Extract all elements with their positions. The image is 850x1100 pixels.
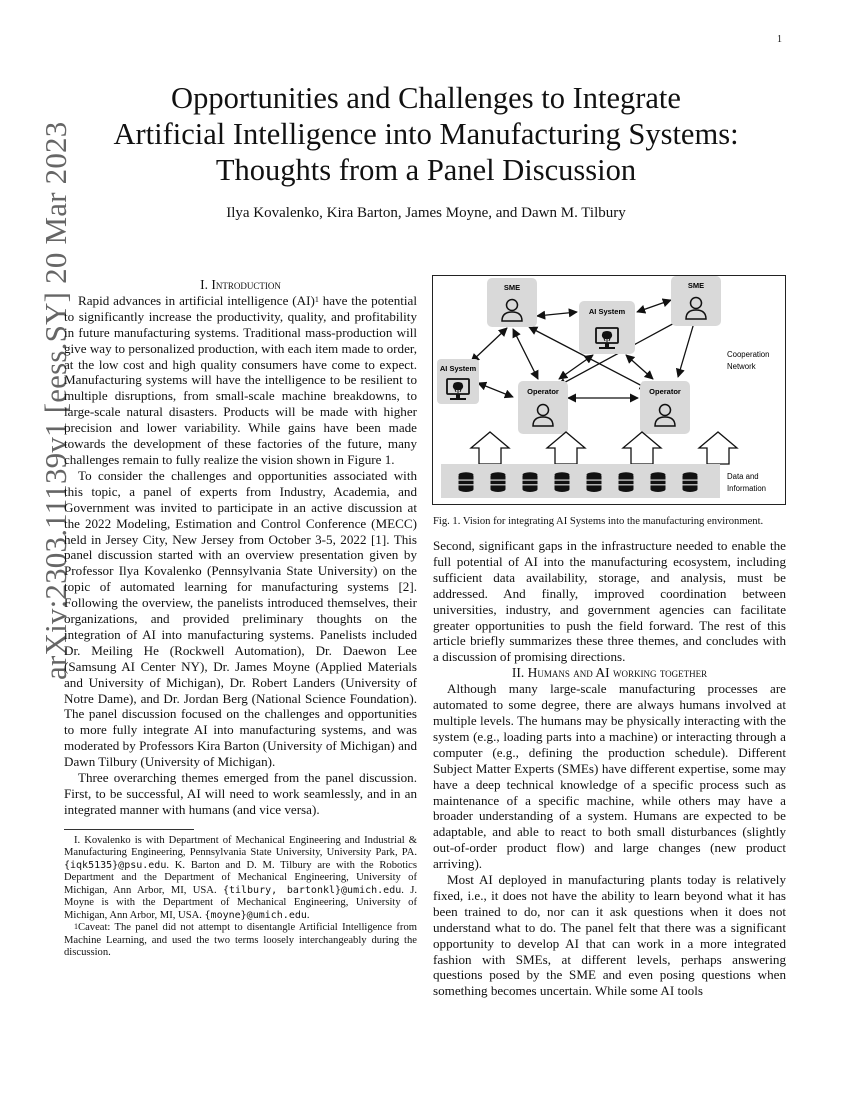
ai-system-label: AI System xyxy=(439,364,477,373)
section-heading-humans-ai: II. Humans and AI working together xyxy=(511,665,708,681)
ai-system-node-left xyxy=(437,359,479,404)
email: {iqk5135}@psu.edu xyxy=(64,859,167,871)
section2-paragraph-2: Most AI deployed in manufacturing plants today is relatively fixed, i.e., it does not have the ability to learn beyond what it has been trained to do, nor can it ask questions when it does not understand what to do. The panel felt that there was a significant opportunity to develop AI that can work in a more integrated fashion with SMEs, at different levels, perhaps answering questions posed by the SME and even posing questions when something becomes uncertain. While some AI tools xyxy=(433,872,786,999)
operator-node-right xyxy=(640,381,690,434)
ai-system-node-top xyxy=(579,301,635,354)
title-line-1: Opportunities and Challenges to Integrate xyxy=(171,81,681,115)
caveat-text: Caveat: The panel did not attempt to disentangle Artificial Intelligence from Machine Learning, and used the two terms loosely interchangeably during the discussion. xyxy=(64,922,417,959)
email: {tilbury, bartonkl}@umich.edu xyxy=(222,884,402,896)
data-label-2: Information xyxy=(727,484,767,493)
affiliation-text: . xyxy=(306,909,310,921)
figure-1 xyxy=(432,275,786,505)
footnote-number: 1 xyxy=(74,922,78,932)
operator-label: Operator xyxy=(649,387,681,396)
paper-title xyxy=(60,80,792,188)
figure-caption: Fig. 1. Vision for integrating AI Systems into the manufacturing environment. xyxy=(433,516,764,527)
ai-system-label: AI System xyxy=(588,307,626,316)
sme-label: SME xyxy=(503,283,521,292)
sme-label: SME xyxy=(687,281,705,290)
intro-paragraph-3: Three overarching themes emerged from the panel discussion. First, to be successful, AI will need to work seamlessly, and in an integrated manner with humans (and vice versa). xyxy=(64,770,417,817)
data-layer xyxy=(441,464,720,498)
intro-paragraph-2: To consider the challenges and opportunities associated with this topic, a panel of experts from Industry, Academia, and Government was invited to participate in an active discussion at the 2022 Modeling, Estimation and Control Conference (MECC) held in Jersey City, New Jersey from October 3-5, 2022 [1]. This panel discussion started with an overview presentation given by Professor Ilya Kovalenko (Pennsylvania State University) on the topic of automated learning for manufacturing systems [2]. Following the overview, the panelists introduced themselves, their organizations, and provided preliminary thoughts on the integration of AI into manufacturing systems. Panelists included Dr. Meiling He (Rockwell Automation), Dr. Daewon Lee (Samsung AI Center NY), Dr. James Moyne (Applied Materials and University of Michigan), Dr. Robert Landers (University of Notre Dame), and Dr. Jordan Berg (National Science Foundation). The panel discussion focused on the challenges and opportunities to more fully integrate AI into manufacturing systems, and was moderated by Professors Kira Barton (University of Michigan) and Dawn Tilbury (University of Michigan). xyxy=(64,467,417,770)
data-label: Data and xyxy=(727,472,759,481)
intro-p1-text-a: Rapid advances in artificial intelligence (AI) xyxy=(78,292,315,308)
footnotes xyxy=(64,835,417,960)
section2-paragraph-1: Although many large-scale manufacturing processes are automated to some degree, there are always humans involved at multiple levels. The humans may be physically interacting with the system (e.g., loading parts into a machine) or interacting through a computer (e.g., defining the production schedule). Different Subject Matter Experts (SMEs) have different expertise, some may have a deep technical knowledge of a specific process such as maintenance of a specific machine, while others may have a broader understanding of a system. Humans are expected to be adaptable, and able to react to both small disturbances (slightly out-of-order product flow) and large changes (new product arriving). xyxy=(433,681,786,872)
affiliation-text: . K. Barton and D. M. Tilbury are with the Robotics Department and the Department of Mechanical Engineering, University of Michigan, Ann Arbor, MI, USA. xyxy=(64,859,417,896)
intro-paragraph-1 xyxy=(64,293,417,468)
cooperation-network-label-2: Network xyxy=(727,362,756,371)
author-list: Ilya Kovalenko, Kira Barton, James Moyne, and Dawn M. Tilbury xyxy=(226,205,626,221)
intro-p1-text-b: have the potential to significantly increase the productivity, quality, and profitability in future manufacturing systems. Traditional mass-production will give way to personalized production, with each item made to order, at the low cost and high quality consumers have come to expect. Manufacturing systems will have the intelligence to be resilient to multiple disruptions, from small-scale machine breakdowns, to large-scale natural disasters. Products will be made with higher precision and lower variability. While gains have been made towards the development of these factories of the future, many challenges remain to fully realize the vision shown in Figure 1. xyxy=(64,292,417,467)
operator-label: Operator xyxy=(527,387,559,396)
cooperation-network-label: Cooperation xyxy=(727,350,770,359)
title-line-3: Thoughts from a Panel Discussion xyxy=(215,153,637,187)
section-heading-introduction: I. Introduction xyxy=(200,277,281,292)
sme-node-right xyxy=(671,276,721,326)
affiliation-footnote xyxy=(64,835,417,923)
affiliation-text: I. Kovalenko is with Department of Mechanical Engineering and Industrial & Manufacturing Engineering, Pennsylvania State University, University Park, PA. xyxy=(64,834,417,859)
footnote-divider xyxy=(64,829,194,830)
data-flow-arrows xyxy=(471,432,737,464)
affiliation-text: . J. Moyne is with the Department of Mechanical Engineering, University of Michigan, Ann Arbor, MI, USA. xyxy=(64,884,417,921)
title-line-2: Artificial Intelligence into Manufacturing Systems: xyxy=(113,117,739,151)
caveat-footnote xyxy=(64,922,417,960)
email: {moyne}@umich.edu xyxy=(204,909,307,921)
left-column xyxy=(64,277,417,960)
sme-node-left xyxy=(487,278,537,327)
footnote-marker: 1 xyxy=(314,294,319,304)
operator-node-left xyxy=(518,381,568,434)
continued-paragraph: Second, significant gaps in the infrastructure needed to enable the full potential of AI into the manufacturing ecosystem, including sufficient data availability, storage, and analysis, must be addressed. And finally, improved coordination between universities, industry, and government agencies can facilitate greater opportunities to push the field forward. The rest of this article briefly summarizes these three themes, and concludes with a discussion of promising directions. xyxy=(433,538,786,665)
page-number: 1 xyxy=(777,34,782,45)
right-column xyxy=(433,538,786,999)
cooperation-network-diagram xyxy=(433,276,785,504)
arxiv-identifier: arXiv:2303.11139v1 [eess.SY] 20 Mar 2023 xyxy=(38,121,73,680)
